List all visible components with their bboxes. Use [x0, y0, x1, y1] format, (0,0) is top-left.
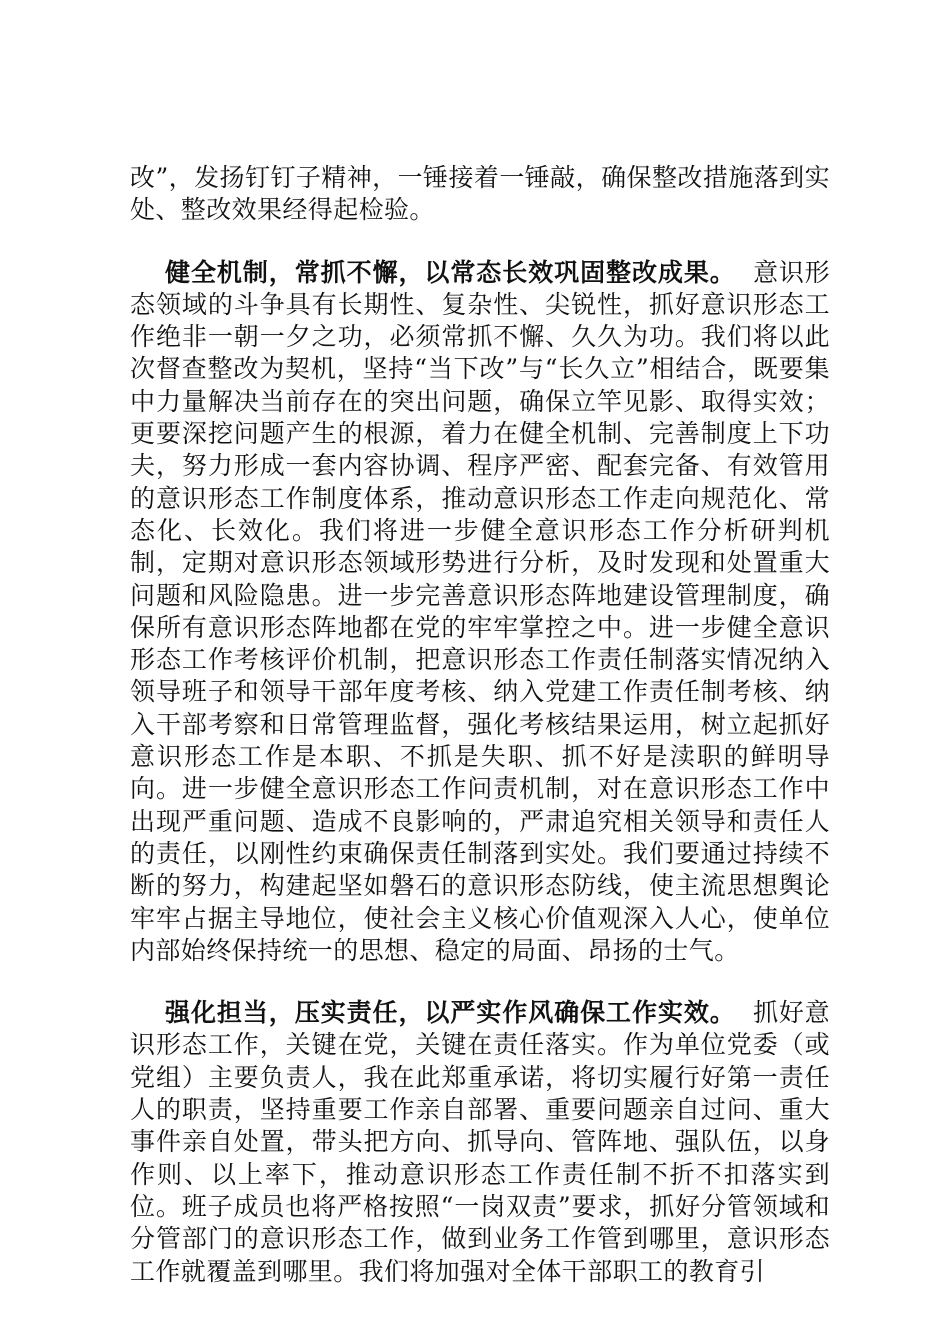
paragraph-heading: 强化担当，压实责任，以严实作风确保工作实效。 [165, 998, 736, 1028]
paragraph-mechanism [130, 257, 830, 968]
paragraph-body: 意识形态领域的斗争具有长期性、复杂性、尖锐性，抓好意识形态工作绝非一朝一夕之功，必须常抓不懈、久久为功。我们将以此次督查整改为契机，坚持“当下改”与“长久立”相结合，既要集中力量解决当前存在的突出问题，确保立竿见影、取得实效；更要深挖问题产生的根源，着力在健全机制、完善制度上下功夫，努力形成一套内容协调、程序严密、配套完备、有效管用的意识形态工作制度体系，推动意识形态工作走向规范化、常态化、长效化。我们将进一步健全意识形态工作分析研判机制，定期对意识形态领域形势进行分析，及时发现和处置重大问题和风险隐患。进一步完善意识形态阵地建设管理制度，确保所有意识形态阵地都在党的牢牢掌控之中。进一步健全意识形态工作考核评价机制，把意识形态工作责任制落实情况纳入领导班子和领导干部年度考核、纳入党建工作责任制考核、纳入干部考察和日常管理监督，强化考核结果运用，树立起抓好意识形态工作是本职、不抓是失职、抓不好是渎职的鲜明导向。进一步健全意识形态工作问责机制，对在意识形态工作中出现严重问题、造成不良影响的，严肃追究相关领导和责任人的责任，以刚性约束确保责任制落到实处。我们要通过持续不断的努力，构建起坚如磐石的意识形态防线，使主流思想舆论牢牢占据主导地位，使社会主义核心价值观深入人心，使单位内部始终保持统一的思想、稳定的局面、昂扬的士气。 [130, 257, 831, 965]
paragraph-heading: 健全机制，常抓不懈，以常态长效巩固整改成果。 [165, 257, 736, 287]
document-page [130, 162, 830, 1288]
heading-gap [736, 998, 753, 1027]
paragraph-responsibility [130, 997, 830, 1288]
paragraph-body: 改”，发扬钉钉子精神，一锤接着一锤敲，确保整改措施落到实处、整改效果经得起检验。 [130, 163, 830, 225]
paragraph-body: 抓好意识形态工作，关键在党，关键在责任落实。作为单位党委（或党组）主要负责人，我在此郑重承诺，将切实履行好第一责任人的职责，坚持重要工作亲自部署、重要问题亲自过问、重大事件亲自处置，带头把方向、抓导向、管阵地、强队伍，以身作则、以上率下，推动意识形态工作责任制不折不扣落实到位。班子成员也将严格按照“一岗双责”要求，抓好分管领域和分管部门的意识形态工作，做到业务工作管到哪里，意识形态工作就覆盖到哪里。我们将加强对全体干部职工的教育引 [130, 998, 831, 1286]
paragraph-continuation [130, 162, 830, 227]
heading-gap [736, 258, 753, 287]
